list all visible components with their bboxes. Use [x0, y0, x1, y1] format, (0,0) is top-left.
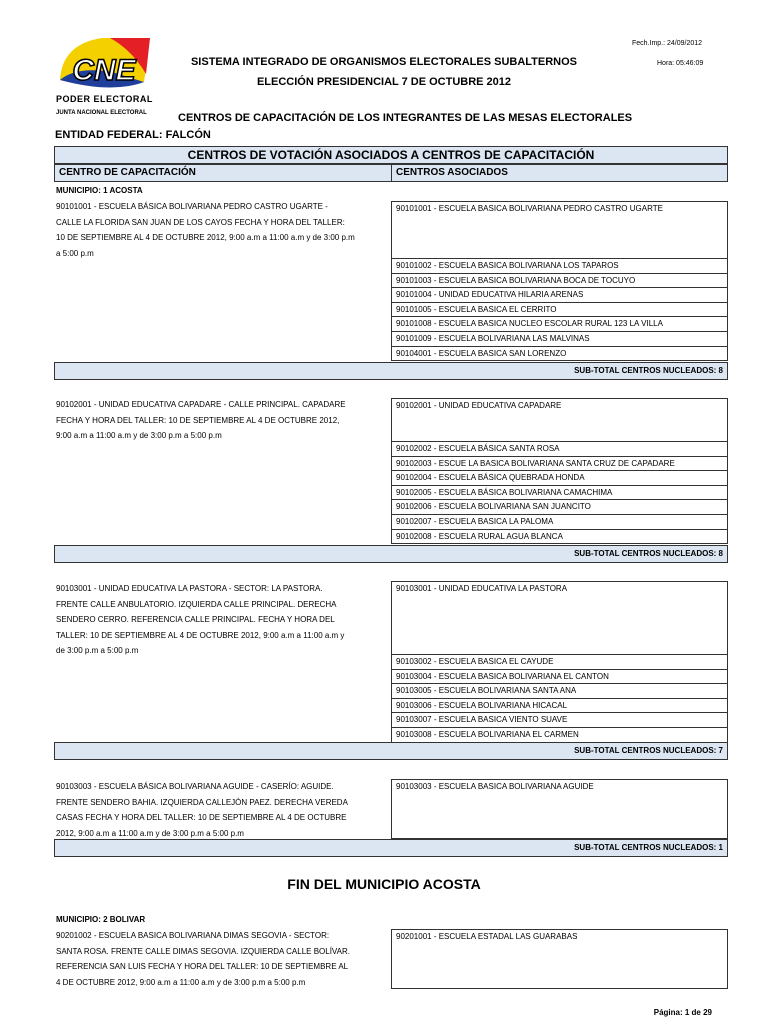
associated-center-row: 90102002 - ESCUELA BÁSICA SANTA ROSA [391, 442, 728, 457]
associated-center-row: 90103007 - ESCUELA BASICA VIENTO SUAVE [391, 713, 728, 728]
associated-center-main: 90102001 - UNIDAD EDUCATIVA CAPADARE [391, 398, 728, 442]
subtotal-row: SUB-TOTAL CENTROS NUCLEADOS: 8 [54, 362, 728, 380]
subtotal-row: SUB-TOTAL CENTROS NUCLEADOS: 1 [54, 839, 728, 857]
entidad-federal: ENTIDAD FEDERAL: FALCÓN [55, 129, 211, 141]
subtotal-row: SUB-TOTAL CENTROS NUCLEADOS: 7 [54, 742, 728, 760]
associated-center-row: 90102008 - ESCUELA RURAL AGUA BLANCA [391, 530, 728, 545]
associated-center-row: 90101003 - ESCUELA BASICA BOLIVARIANA BOCA DE TOCUYO [391, 274, 728, 289]
associated-center-row: 90101002 - ESCUELA BASICA BOLIVARIANA LOS TAPAROS [391, 259, 728, 274]
subtotal-row: SUB-TOTAL CENTROS NUCLEADOS: 8 [54, 545, 728, 563]
associated-center-row: 90103006 - ESCUELA BOLIVARIANA HICACAL [391, 699, 728, 714]
associated-center-row: 90102006 - ESCUELA BOLIVARIANA SAN JUANCITO [391, 500, 728, 515]
column-header-centro: CENTRO DE CAPACITACIÓN [54, 164, 392, 182]
print-date: Fech.Imp.: 24/09/2012 [632, 40, 703, 47]
associated-center-main: 90103001 - UNIDAD EDUCATIVA LA PASTORA [391, 581, 728, 655]
associated-center-row: 90103008 - ESCUELA BOLIVARIANA EL CARMEN [391, 728, 728, 743]
associated-center-main: 90201001 - ESCUELA ESTADAL LAS GUARABAS [391, 929, 728, 989]
associated-center-row: 90101009 - ESCUELA BOLIVARIANA LAS MALVINAS [391, 332, 728, 347]
training-center-description: 90103003 - ESCUELA BÁSICA BOLIVARIANA AGUIDE - CASERÍO: AGUIDE. FRENTE SENDERO BAHIA. IZQUIERDA CALLEJÓN PAEZ. DERECHA VEREDA CASAS FECHA Y HORA DEL TALLER: 10 DE SEPTIEMBRE AL 4 DE OCTUBRE 2012, 9:00 a.m a 11:00 a.m y de 3:00 p.m a 5:00 p.m [56, 782, 348, 838]
logo-letters: CNE [72, 54, 136, 87]
logo-subtitle: PODER ELECTORAL [56, 94, 153, 104]
associated-center-row: 90102003 - ESCUE LA BASICA BOLIVARIANA SANTA CRUZ DE CAPADARE [391, 457, 728, 472]
training-center-description: 90103001 - UNIDAD EDUCATIVA LA PASTORA - SECTOR: LA PASTORA. FRENTE CALLE ANBULATORIO. IZQUIERDA CALLE PRINCIPAL. DERECHA SENDERO CERRO. REFERENCIA CALLE PRINCIPAL. FECHA Y HORA DEL TALLER: 10 DE SEPTIEMBRE AL 4 DE OCTUBRE 2012, 9:00 a.m a 11:00 a.m y de 3:00 p.m a 5:00 p.m [56, 584, 345, 655]
page-number: Página: 1 de 29 [653, 1008, 712, 1017]
municipio-label: MUNICIPIO: 1 ACOSTA [56, 186, 143, 195]
training-center-description: 90101001 - ESCUELA BÁSICA BOLIVARIANA PEDRO CASTRO UGARTE - CALLE LA FLORIDA SAN JUAN DE LOS CAYOS FECHA Y HORA DEL TALLER: 10 DE SEPTIEMBRE AL 4 DE OCTUBRE 2012, 9:00 a.m a 11:00 a.m y de 3:00 p.m a 5:00 p.m [56, 202, 355, 258]
election-title: ELECCIÓN PRESIDENCIAL 7 DE OCTUBRE 2012 [256, 76, 512, 88]
page-subtitle: CENTROS DE CAPACITACIÓN DE LOS INTEGRANTES DE LAS MESAS ELECTORALES [178, 112, 633, 124]
associated-center-row: 90102004 - ESCUELA BÁSICA QUEBRADA HONDA [391, 471, 728, 486]
column-header-asociados: CENTROS ASOCIADOS [391, 164, 728, 182]
associated-center-row: 90102005 - ESCUELA BÁSICA BOLIVARIANA CAMACHIMA [391, 486, 728, 501]
associated-center-row: 90102007 - ESCUELA BASICA LA PALOMA [391, 515, 728, 530]
associated-center-row: 90103004 - ESCUELA BASICA BOLIVARIANA EL CANTON [391, 670, 728, 685]
associated-center-row: 90101005 - ESCUELA BASICA EL CERRITO [391, 303, 728, 318]
associated-center-row: 90101004 - UNIDAD EDUCATIVA HILARIA ARENAS [391, 288, 728, 303]
training-center-description: 90102001 - UNIDAD EDUCATIVA CAPADARE - CALLE PRINCIPAL. CAPADARE FECHA Y HORA DEL TALLER: 10 DE SEPTIEMBRE AL 4 DE OCTUBRE 2012, 9:00 a.m a 11:00 a.m y de 3:00 p.m a 5:00 p.m [56, 400, 346, 440]
associated-center-main: 90101001 - ESCUELA BASICA BOLIVARIANA PEDRO CASTRO UGARTE [391, 201, 728, 259]
associated-center-row: 90103005 - ESCUELA BOLIVARIANA SANTA ANA [391, 684, 728, 699]
associated-center-row: 90104001 - ESCUELA BASICA SAN LORENZO [391, 347, 728, 362]
training-center-description: 90201002 - ESCUELA BASICA BOLIVARIANA DIMAS SEGOVIA - SECTOR: SANTA ROSA. FRENTE CALLE DIMAS SEGOVIA. IZQUIERDA CALLE BOLÍVAR. REFERENCIA SAN LUIS FECHA Y HORA DEL TALLER: 10 DE SEPTIEMBRE AL 4 DE OCTUBRE 2012, 9:00 a.m a 11:00 a.m y de 3:00 p.m a 5:00 p.m [56, 931, 351, 987]
associated-center-row: 90101008 - ESCUELA BASICA NUCLEO ESCOLAR RURAL 123 LA VILLA [391, 317, 728, 332]
associated-center-row: 90103002 - ESCUELA BASICA EL CAYUDE [391, 655, 728, 670]
print-time: Hora: 05:46:09 [657, 60, 704, 67]
table-title: CENTROS DE VOTACIÓN ASOCIADOS A CENTROS DE CAPACITACIÓN [54, 146, 728, 164]
municipio-end-heading: FIN DEL MUNICIPIO ACOSTA [287, 876, 481, 892]
junta-label: JUNTA NACIONAL ELECTORAL [56, 110, 147, 116]
associated-center-main: 90103003 - ESCUELA BASICA BOLIVARIANA AGUIDE [391, 779, 728, 839]
municipio-label: MUNICIPIO: 2 BOLIVAR [56, 915, 146, 924]
report-title: SISTEMA INTEGRADO DE ORGANISMOS ELECTORALES SUBALTERNOS [190, 56, 578, 68]
